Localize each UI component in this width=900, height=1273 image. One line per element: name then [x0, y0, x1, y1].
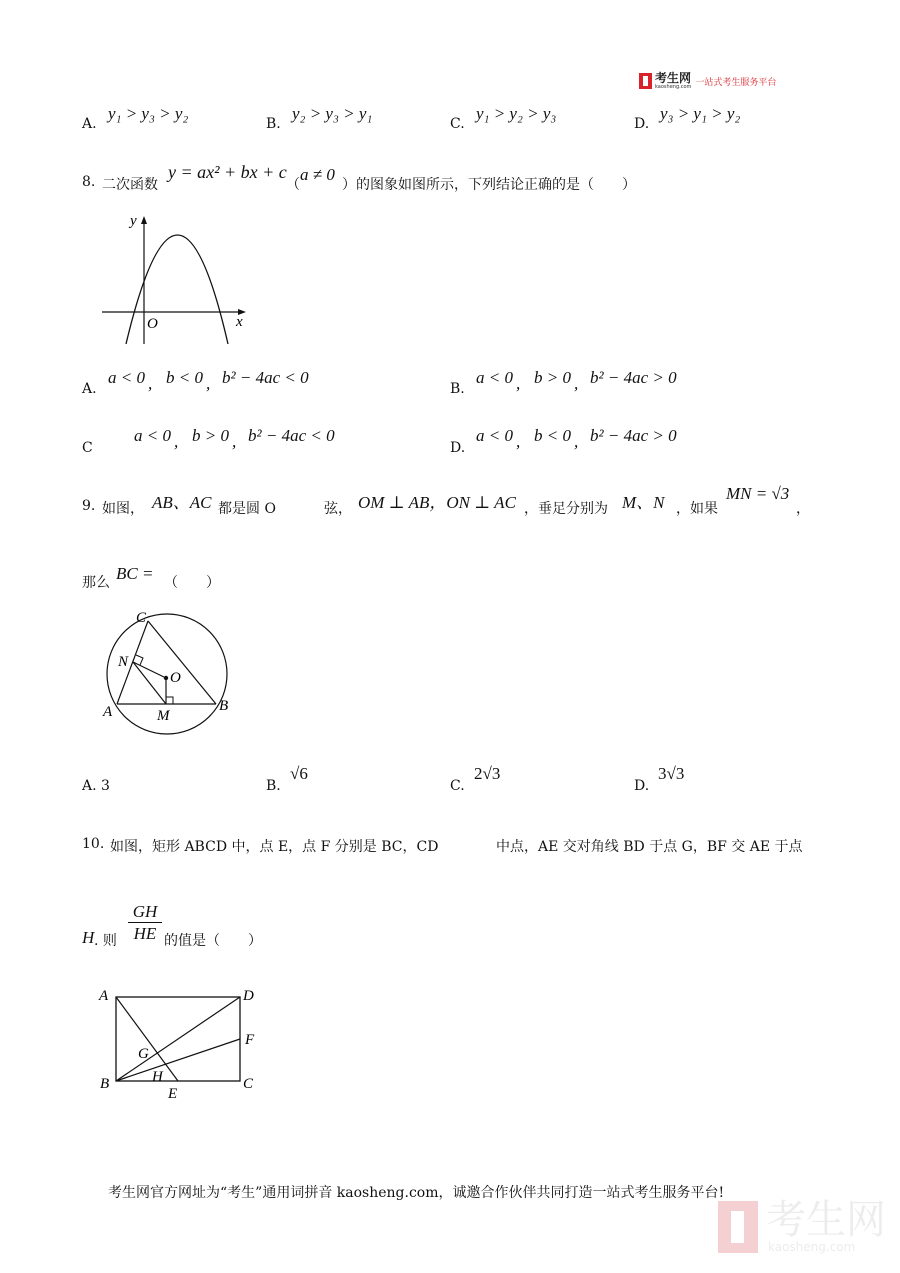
q8-option-c-part2: b > 0	[192, 426, 229, 445]
q7-option-c-label: C.	[450, 116, 465, 132]
q9-option-d-math: 3√3	[658, 764, 685, 783]
q9-option-a: A. 3	[82, 778, 110, 794]
logo-mark-icon	[639, 73, 652, 89]
q7-option-c-math: y₁ > y₂ > y₃	[476, 104, 557, 123]
q8-option-a-comma1: ,	[148, 374, 153, 393]
q8-option-c-label: C	[82, 440, 93, 456]
q10-fraction-denominator: HE	[133, 924, 157, 943]
logo-text-block	[655, 72, 691, 90]
q8-option-c-comma2: ,	[232, 432, 237, 451]
q8-origin-label: O	[147, 316, 158, 332]
q8-option-a-comma2: ,	[206, 374, 211, 393]
q8-option-d-part2: b < 0	[534, 426, 571, 445]
q9-label-a: A	[103, 704, 113, 720]
q9-math1: AB、AC	[152, 493, 212, 512]
q9-right-angle-m-icon	[166, 697, 173, 704]
q8-y-arrow-icon	[141, 216, 147, 224]
watermark-logo	[718, 1197, 886, 1254]
q10-rectangle-figure	[96, 982, 266, 1104]
q9-text2: 都是圆 O	[218, 501, 276, 517]
q10-label-b: B	[100, 1076, 110, 1092]
q10-text4: 的值是（ ）	[164, 933, 262, 949]
q10-diagonal-bd	[116, 997, 240, 1081]
q7-option-a-math: y₁ > y₃ > y₂	[108, 104, 189, 123]
q9-segment-on	[133, 662, 166, 678]
q8-number: 8.	[82, 174, 96, 190]
q8-option-c-part3: b² − 4ac < 0	[248, 426, 335, 445]
q9-text3: 弦，	[324, 501, 352, 517]
q9-label-o: O	[170, 670, 181, 686]
q8-parabola-curve	[126, 235, 228, 344]
q9-text5: ，如果	[676, 501, 718, 517]
q9-label-b: B	[219, 698, 229, 714]
q9-option-b-label: B.	[266, 778, 281, 794]
q9-line2-prefix: 那么	[82, 575, 110, 591]
q8-option-b-label: B.	[450, 381, 465, 397]
q8-paren-open: （	[286, 177, 300, 193]
q10-text2: 中点，AE 交对角线 BD 于点 G，BF 交 AE 于点	[496, 839, 803, 855]
q8-y-label: y	[130, 213, 137, 229]
q9-line2-suffix: （ ）	[164, 575, 220, 591]
q9-text4: ，垂足分别为	[524, 501, 608, 517]
q9-label-m: M	[157, 708, 170, 724]
q8-suffix: ）的图象如图所示，下列结论正确的是（ ）	[342, 177, 636, 193]
q10-text1: 如图，矩形 ABCD 中，点 E，点 F 分别是 BC，CD	[110, 839, 439, 855]
q8-option-a-part2: b < 0	[166, 368, 203, 387]
q7-option-d-label: D.	[634, 116, 650, 132]
q9-math3: M、N	[622, 493, 665, 512]
q8-option-d-part1: a < 0	[476, 426, 513, 445]
q9-text1: 如图，	[102, 501, 144, 517]
q9-number: 9.	[82, 498, 96, 514]
q8-x-label: x	[236, 314, 243, 330]
q9-option-d-label: D.	[634, 778, 650, 794]
header-logo	[639, 72, 776, 90]
q8-condition: a ≠ 0	[300, 165, 335, 184]
q8-option-c-comma1: ,	[174, 432, 179, 451]
q8-parabola-figure	[96, 210, 256, 350]
q9-math5: BC =	[116, 564, 154, 583]
q9-center-point	[164, 676, 168, 680]
q8-option-d-comma1: ,	[516, 432, 521, 451]
q10-fraction-numerator: GH	[128, 902, 162, 923]
q10-label-e: E	[168, 1086, 178, 1102]
q9-label-c: C	[136, 610, 147, 626]
q9-math4: MN = √3	[726, 484, 790, 503]
q8-option-b-comma1: ,	[516, 374, 521, 393]
q8-prefix: 二次函数	[102, 177, 158, 193]
q10-fraction	[128, 902, 162, 945]
q10-label-c: C	[243, 1076, 254, 1092]
watermark-name: 考生网	[766, 1197, 886, 1243]
q10-text3: . 则	[94, 933, 117, 949]
q8-option-d-comma2: ,	[574, 432, 579, 451]
watermark-url: kaosheng.com	[768, 1240, 856, 1254]
q9-segment-nm	[133, 662, 166, 704]
q8-option-b-part2: b > 0	[534, 368, 571, 387]
q10-label-a: A	[99, 988, 109, 1004]
q9-option-b-math: √6	[290, 764, 308, 783]
q7-option-a-label: A.	[82, 116, 97, 132]
watermark-text-block	[758, 1197, 886, 1254]
q8-option-b-comma2: ,	[574, 374, 579, 393]
logo-url: kaosheng.com	[655, 84, 692, 90]
q9-circle-figure	[98, 606, 238, 738]
q8-option-d-part3: b² − 4ac > 0	[590, 426, 677, 445]
q10-label-h: H	[152, 1069, 163, 1085]
q8-option-d-label: D.	[450, 440, 466, 456]
watermark-mark-icon	[718, 1201, 758, 1253]
q8-option-c-part1: a < 0	[134, 426, 171, 445]
footer-text: 考生网官方网址为“考生”通用词拼音 kaosheng.com，诚邀合作伙伴共同打造一站式考生服务平台!	[108, 1185, 725, 1201]
q7-option-b-math: y₂ > y₃ > y₁	[292, 104, 373, 123]
q8-option-a-label: A.	[82, 381, 97, 397]
logo-slogan: 一站式考生服务平台	[695, 77, 777, 88]
q7-option-d-math: y₃ > y₁ > y₂	[660, 104, 741, 123]
q9-text6: ，	[796, 501, 810, 517]
q8-option-a-part1: a < 0	[108, 368, 145, 387]
q10-segment-bf	[116, 1039, 240, 1081]
q10-segment-ae	[116, 997, 178, 1081]
q9-option-c-math: 2√3	[474, 764, 501, 783]
q8-option-b-part3: b² − 4ac > 0	[590, 368, 677, 387]
q8-function: y = ax² + bx + c	[168, 162, 287, 182]
q10-label-d: D	[243, 988, 254, 1004]
q9-label-n: N	[118, 654, 129, 670]
q8-option-b-part1: a < 0	[476, 368, 513, 387]
q9-option-c-label: C.	[450, 778, 465, 794]
q7-option-b-label: B.	[266, 116, 281, 132]
q9-math2: OM ⊥ AB，ON ⊥ AC	[358, 493, 516, 512]
q10-label-g: G	[138, 1046, 149, 1062]
logo-name: 考生网	[655, 71, 692, 85]
q10-point-h: H	[82, 928, 95, 947]
q8-option-a-part3: b² − 4ac < 0	[222, 368, 309, 387]
q9-chord-bc	[148, 621, 216, 704]
q10-label-f: F	[245, 1032, 255, 1048]
q10-number: 10.	[82, 836, 105, 852]
